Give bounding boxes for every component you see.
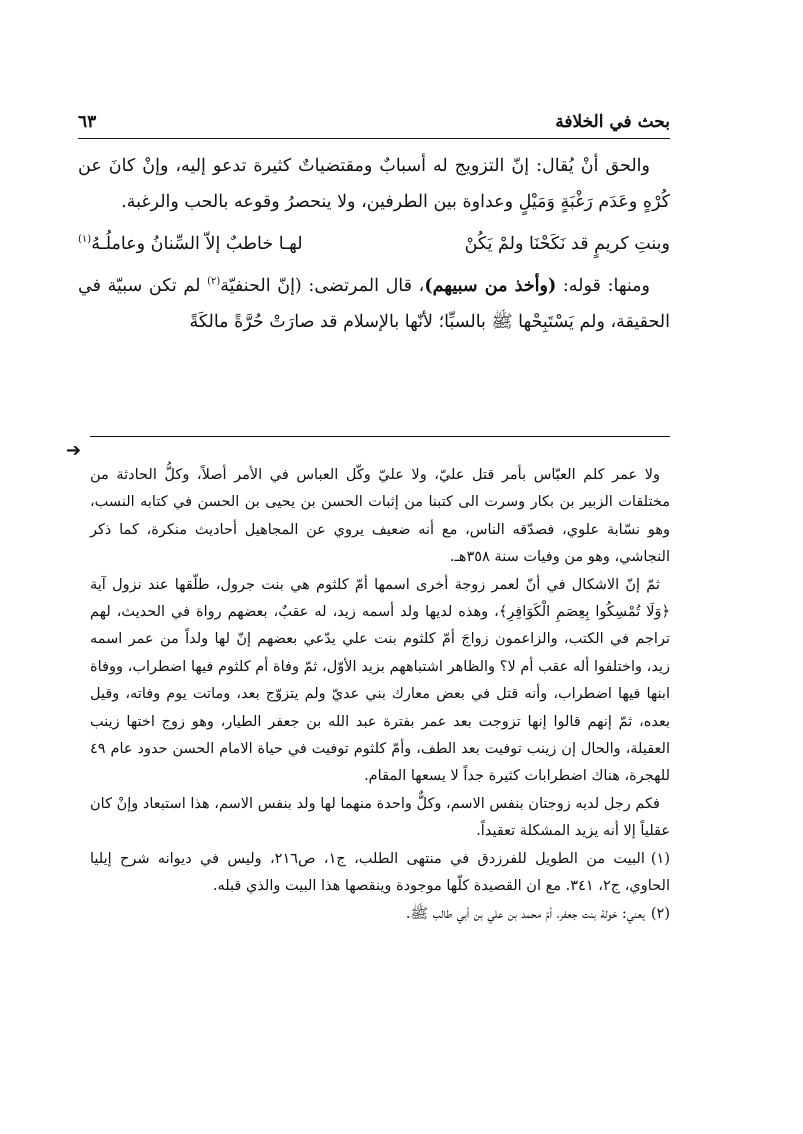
running-title: بحث في الخلافة xyxy=(555,112,670,132)
footnotes xyxy=(90,462,670,928)
main-text xyxy=(78,148,670,340)
footnote-ref-2: (٢) xyxy=(207,276,221,288)
poetry-verse xyxy=(78,226,670,262)
footnote-2-text: يعني: خولة بنت جعفر، أمّ محمد بن علي بن أبي طالب ﷺ. xyxy=(405,905,645,922)
paragraph-3 xyxy=(78,268,670,340)
verse-second-hemistich xyxy=(78,226,303,262)
header-rule xyxy=(78,138,670,139)
verse-first-hemistich: وبنتِ كريمٍ قد نَكَحْنَا ولمْ يَكُنْ xyxy=(464,234,670,254)
footnote-1-number: (١) xyxy=(650,850,671,867)
footnote-1-text: البيت من الطويل للفرزدق في منتهى الطلب، ج١، ص٢١٦، وليس في ديوانه شرح إيليا الحاوي، ج٢، ٣٤١. مع ان القصيدة كلّها موجودة وينقصها هذا البيت والذي قبله. xyxy=(90,850,670,895)
footnote-ref-1: (١) xyxy=(78,234,92,246)
paragraph-3-mid: ، قال المرتضى: (إنّ الحنفيّة xyxy=(220,276,425,296)
footnote-1 xyxy=(90,846,670,901)
continued-note-3: فكم رجل لديه زوجتان بنفس الاسم، وكلٌّ واحدة منهما لها ولد بنفس الاسم، هذا استبعاد وإنْ كان عقلياً إلا أنه يزيد المشكلة تعقيداً. xyxy=(90,795,670,840)
paragraph-3-lead: ومنها: قوله: xyxy=(556,276,650,296)
running-head xyxy=(78,98,670,132)
continuation-arrow-icon: ➔ xyxy=(66,440,82,461)
continued-note-2: ثمّ إنّ الاشكال في أنّ لعمر زوجة أخرى اسمها أمّ كلثوم هي بنت جرول، طلّقها عند نزول آية ﴿وَلَا تُمْسِكُوا بِعِصَمِ الْكَوَافِرِ﴾، وهذه لديها ولد أسمه زيد، له عقبٌ، بعضهم رواة في الحديث، لهم تراجم في الكتب، والزاعمون زواجَ أمّ كلثوم بنت علي يدّعي بعضهم إنّ لها ولداً من عمر اسمه زيد، واختلفوا أله عقب أم لا؟ والظاهر اشتباههم بزيد الأوّل، ثمّ وفاة أم كلثوم فيها اضطراب، ووفاة ابنها فيها اضطراب، وأنه قتل في بعض معارك بني عديّ ولم يتزوّج بعد، وماتت يوم وفاته، وقيل بعده، ثمّ إنهم قالوا إنها تزوجت بعد عمر بفترة عبد الله بن جعفر الطيار، وهو زوج اختها زينب العقيلة، والحال إن زينب توفيت بعد الطف، وأمّ كلثوم توفيت في حياة الامام الحسن حدود عام ٤٩ للهجرة، هناك اضطرابات كثيرة جداً لا يسعها المقام. xyxy=(90,576,670,785)
footnote-2 xyxy=(90,901,670,928)
paragraph-3-tail: لم تكن سبيّة في الحقيقة، ولم يَسْتَبِحْها ﷺ بالسبِّا؛ لأنّها بالإسلام قد صارَتْ حُرَّةً مالكَةً xyxy=(78,276,670,332)
footnote-rule xyxy=(90,436,670,437)
footnote-2-number: (٢) xyxy=(650,905,670,922)
quoted-phrase: (وأخذ من سبيهم) xyxy=(424,276,557,296)
paragraph-1: والحق أنْ يُقال: إنّ التزويج له أسبابٌ ومقتضياتٌ كثيرة تدعو إليه، وإنْ كانَ عن كُرْهٍ وعَدَم رَغْبَةٍ وَمَيْلٍ وعداوة بين الطرفين، ولا ينحصرُ وقوعه بالحب والرغبة. xyxy=(78,156,670,212)
verse-second-text: لهـا خاطبٌ إلاّ السِّنانُ وعاملُـهُ xyxy=(91,234,303,254)
page-number: ٦٣ xyxy=(78,112,97,132)
continued-note-1: ولا عمر كلم العبّاس بأمر قتل عليّ، ولا عليّ وكّل العباس في الأمر أصلاً، وكلُّ الحادثة من مختلقات الزبير بن بكار وسرت الى كتبنا من إثبات الحسن بن يحيى بن الحسن في كتابه النسب، وهو نسّابة علوي، فصدّقه الناس، مع أنه ضعيف يروي عن المجاهيل أحاديث منكرة، كما ذكر النجاشي، وهو من وفيات سنة ٣٥٨هـ. xyxy=(90,467,670,566)
